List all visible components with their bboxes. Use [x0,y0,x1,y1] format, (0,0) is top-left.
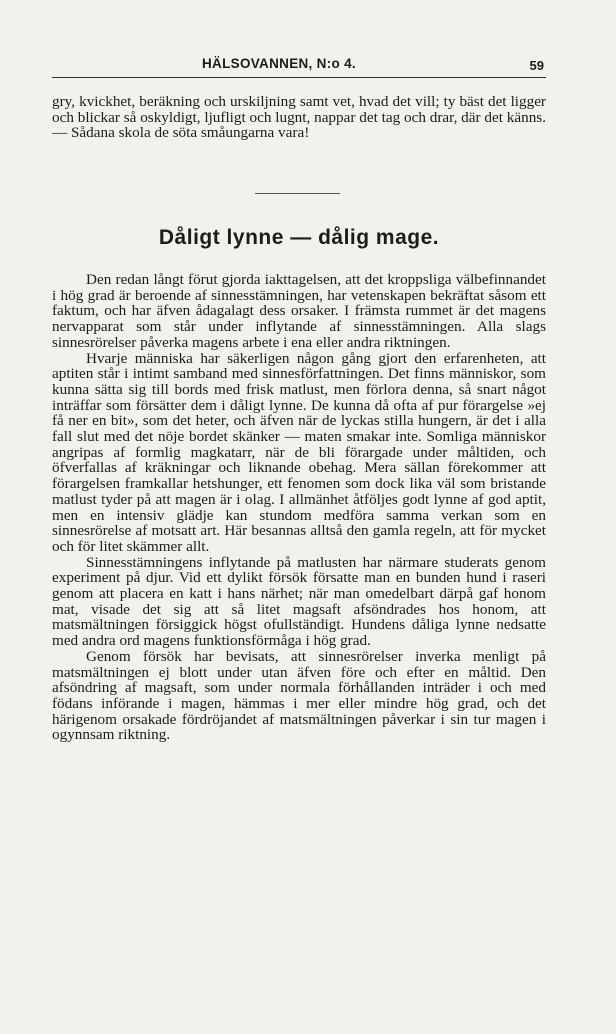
article-heading: Dåligt lynne — dålig mage. [158,226,440,249]
paragraph: Den redan långt förut gjorda iakttagelsen, att det kroppsliga välbefinnandet i hög grad är beroende af sinnesstämningen, har vetenskapen bekräftat såsom ett faktum, och har äfven ådagalagt dess orsaker. I främsta rummet är det magens nervapparat som står under inflytande af sinnesstämningen. Alla slags sinnesrörelser påverka magens arbete i ena eller andra riktningen. [52,271,546,351]
running-header [52,52,546,74]
header-rule [52,77,546,78]
paragraph-continued: gry, kvickhet, beräkning och urskiljning samt vet, hvad det vill; ty bäst det ligger och blickar så oskyldigt, ljufligt och lugnt, nappar det tag och drar, där det känns. — Sådana skola de söta småungarna vara! [52,93,546,142]
article-separator [255,193,340,194]
article-body [52,272,546,743]
paragraph: Genom försök har bevisats, att sinnesrörelser inverka menligt på matsmältningen ej blott under utan äfven före och efter en måltid. Den afsöndring af magsaft, som under normala förhållanden inträder i och med födans införande i magen, hämmas i mer eller mindre hög grad, och det härigenom orsakade fördröjandet af matsmältningen påverkar i sin tur magen i ogynnsam riktning. [52,647,546,744]
page-number: 59 [529,58,544,73]
paragraph: Sinnesstämningens inflytande på matlusten har närmare studerats genom experiment på djur. Vid ett dylikt försök försatte man en bunden hund i raseri genom att placera en katt i hans närhet; när man omedelbart därpå gaf honom mat, visade det sig att så litet magsaft afsöndrades hos honom, att matsmältningen försiggick högst ofullständigt. Hundens dåliga lynne nedsatte med andra ord magens funktionsförmåga i hög grad. [52,553,546,650]
paragraph: Hvarje människa har säkerligen någon gång gjort den erfarenheten, att aptiten står i intimt samband med sinnesförfattningen. Det finns människor, som kunna sätta sig till bords med frisk matlust, men förlora denna, så snart något inträffar som försätter dem i dåligt lynne. De kunna då ofta af pur förargelse »ej få ner en bit», som det heter, och äfven när de lyckas stilla hungern, är det i alla fall slut med det nöje bordet skänker — maten smakar inte. Somliga människor angripas af formlig magkatarr, när de bli förargade under måltiden, och öfverfallas af kräkningar och liknande obehag. Mera sällan förekommer att förargelsen framkallar hetshunger, ett fenomen som dock lika väl som bristande matlust tyder på att magen är i olag. I allmänhet åtföljes godt lynne af god aptit, men en intensiv glädje kan stundom medföra samma verkan som en sinnesrörelse af motsatt art. Här besannas alltså den gamla regeln, att för mycket och för litet skämmer allt. [52,349,546,555]
previous-article-ending [52,94,546,141]
journal-title: HÄLSOVANNEN, N:o 4. [202,56,356,71]
